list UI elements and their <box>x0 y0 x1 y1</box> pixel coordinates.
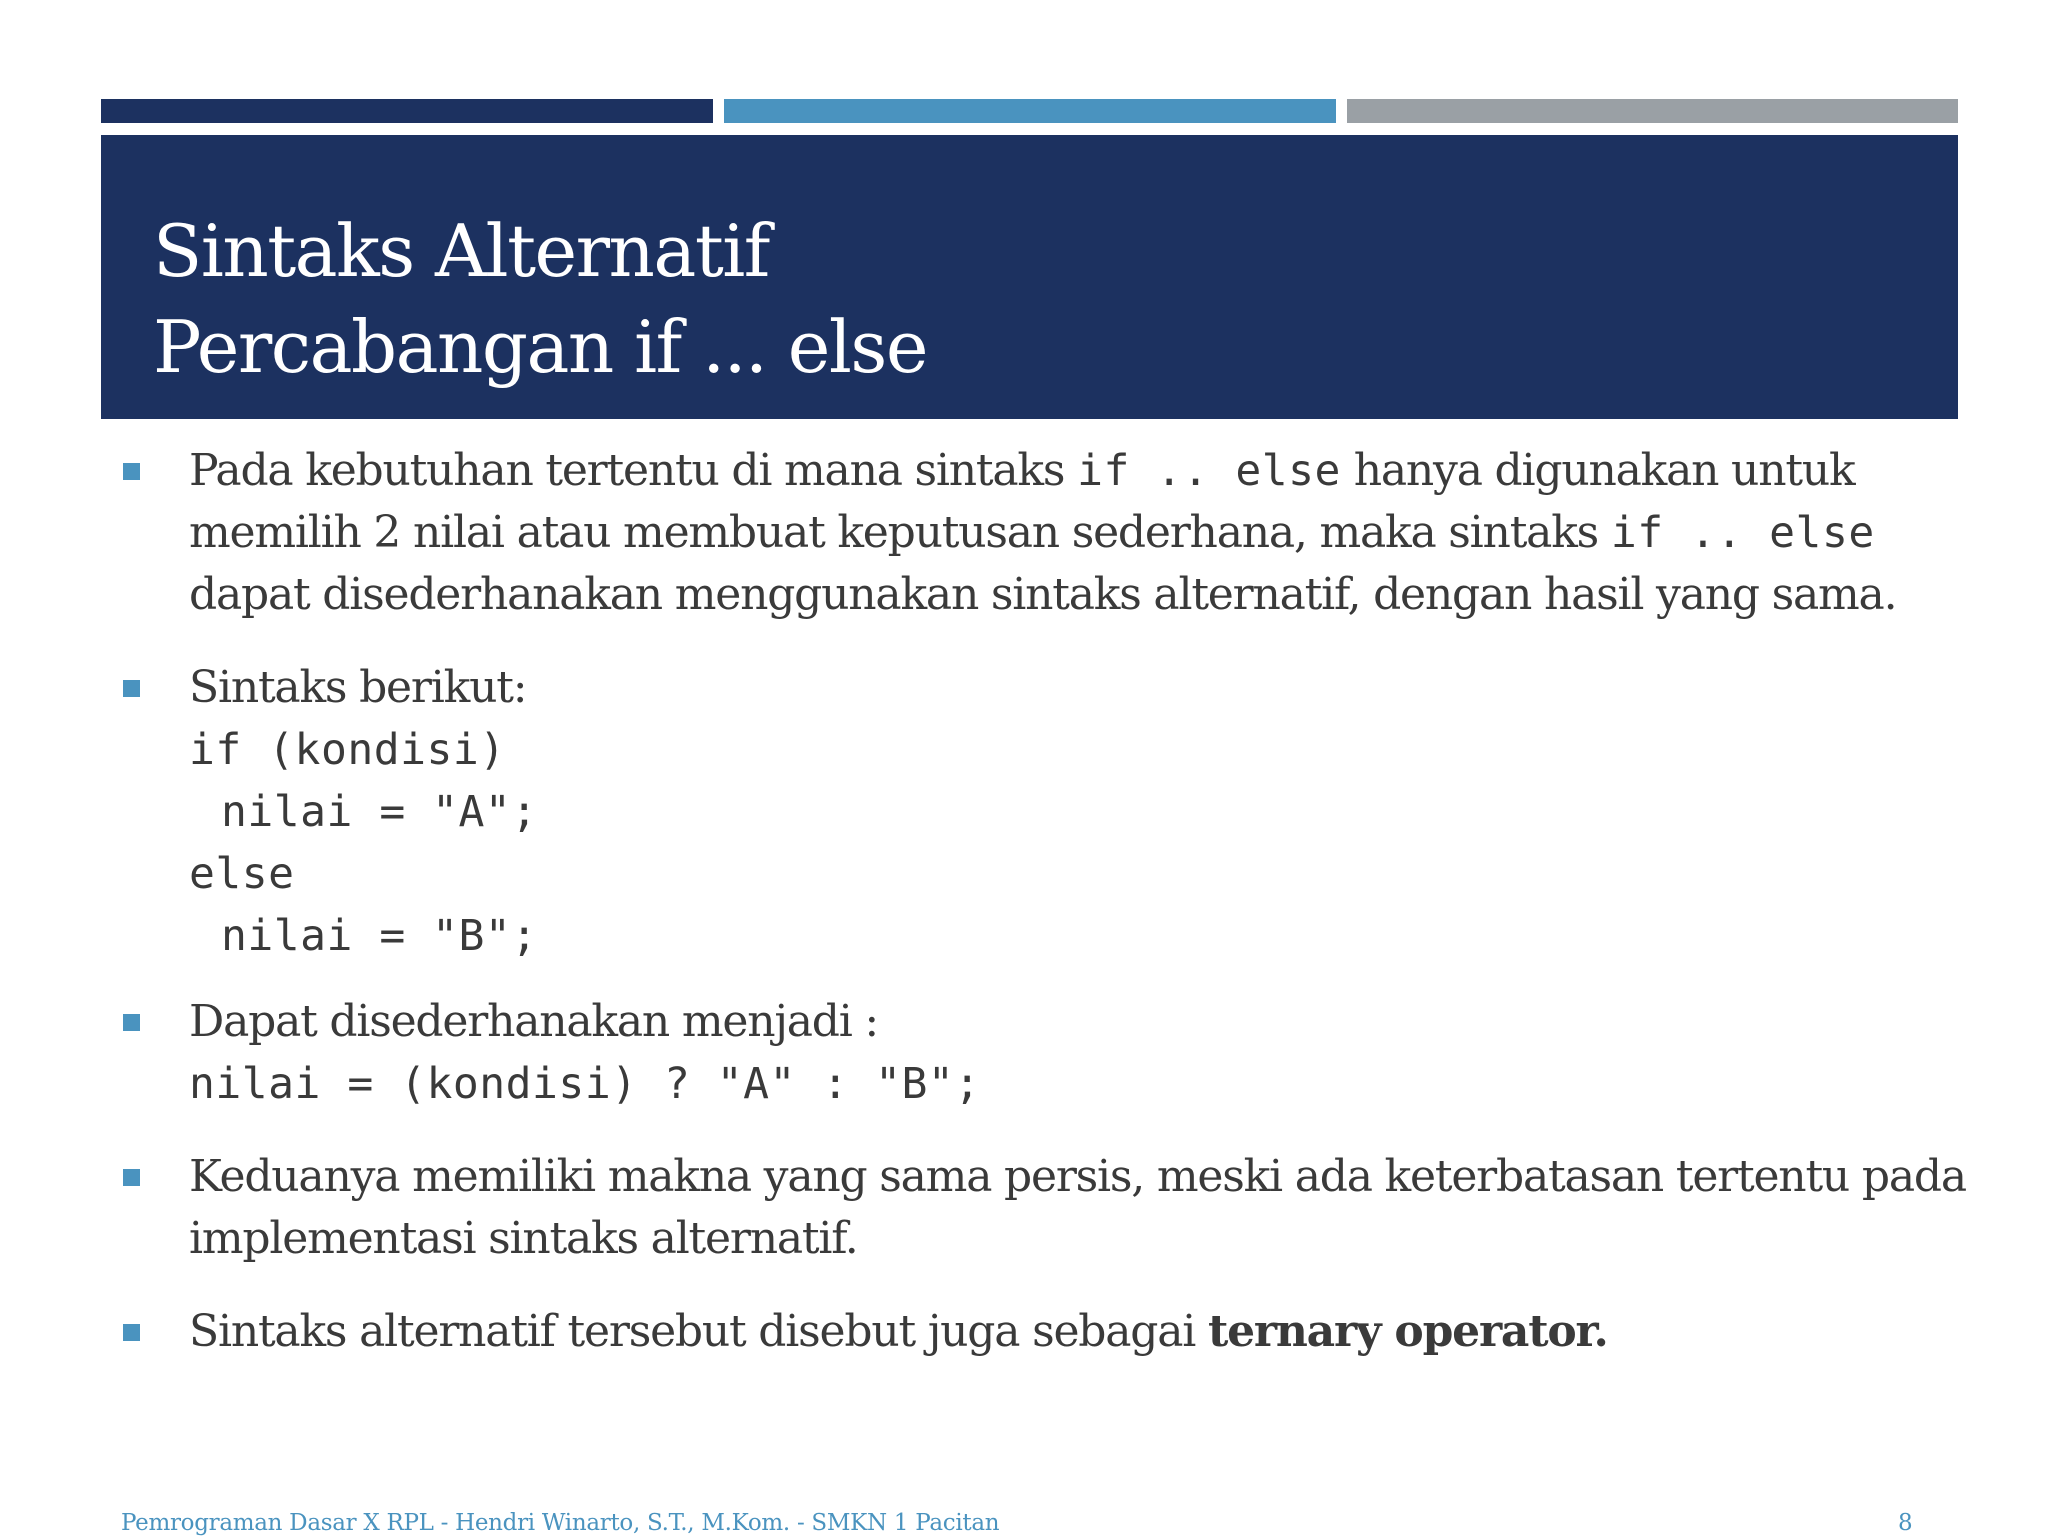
code-line: if (kondisi) <box>189 725 506 775</box>
title-band <box>101 135 1958 419</box>
bullet-item-4 <box>120 1146 2020 1270</box>
square-bullet-icon <box>123 680 140 697</box>
bullet-item-1 <box>120 440 2020 626</box>
bullet-5-line: Sintaks alternatif tersebut disebut juga sebagai ternary operator. <box>189 1306 1608 1357</box>
bullet-4-line-1: Keduanya memiliki makna yang sama persis, meski ada keterbatasan tertentu pada <box>189 1151 1966 1202</box>
inline-code-if-else: if .. else <box>1610 508 1875 558</box>
bullet-1-line-2: memilih 2 nilai atau membuat keputusan sederhana, maka sintaks if .. else <box>189 507 1875 558</box>
slide-footer: Pemrograman Dasar X RPL - Hendri Winarto, S.T., M.Kom. - SMKN 1 Pacitan <box>121 1510 1000 1536</box>
bullet-item-5 <box>120 1301 2020 1363</box>
code-line: else <box>189 849 295 899</box>
slide-title-line-1: Sintaks Alternatif <box>153 209 769 293</box>
slide-title <box>153 203 927 395</box>
code-line: nilai = "A"; <box>221 787 538 837</box>
code-block-if-else <box>189 719 2020 967</box>
top-bar-gray <box>1347 99 1958 123</box>
top-bar-blue <box>724 99 1336 123</box>
square-bullet-icon <box>123 1324 140 1341</box>
slide-title-line-2: Percabangan if ... else <box>153 305 927 389</box>
top-bar-navy <box>101 99 713 123</box>
square-bullet-icon <box>123 1169 140 1186</box>
bold-term: ternary operator. <box>1207 1306 1608 1357</box>
bullet-item-3 <box>120 991 2020 1115</box>
square-bullet-icon <box>123 463 140 480</box>
bullet-1-line-3: dapat disederhanakan menggunakan sintaks alternatif, dengan hasil yang sama. <box>189 569 1897 620</box>
bullet-2-text: Sintaks berikut: <box>189 662 527 713</box>
slide-content <box>120 440 2020 1394</box>
bullet-3-text: Dapat disederhanakan menjadi : <box>189 996 879 1047</box>
square-bullet-icon <box>123 1014 140 1031</box>
inline-code-if-else: if .. else <box>1077 446 1341 496</box>
bullet-item-2 <box>120 657 2020 967</box>
code-line: nilai = "B"; <box>221 911 538 961</box>
code-line-ternary: nilai = (kondisi) ? "A" : "B"; <box>189 1059 981 1109</box>
bullet-4-line-2: implementasi sintaks alternatif. <box>189 1213 858 1264</box>
page-number: 8 <box>1898 1510 1913 1536</box>
bullet-1-line-1: Pada kebutuhan tertentu di mana sintaks if .. else hanya digunakan untuk <box>189 445 1855 496</box>
